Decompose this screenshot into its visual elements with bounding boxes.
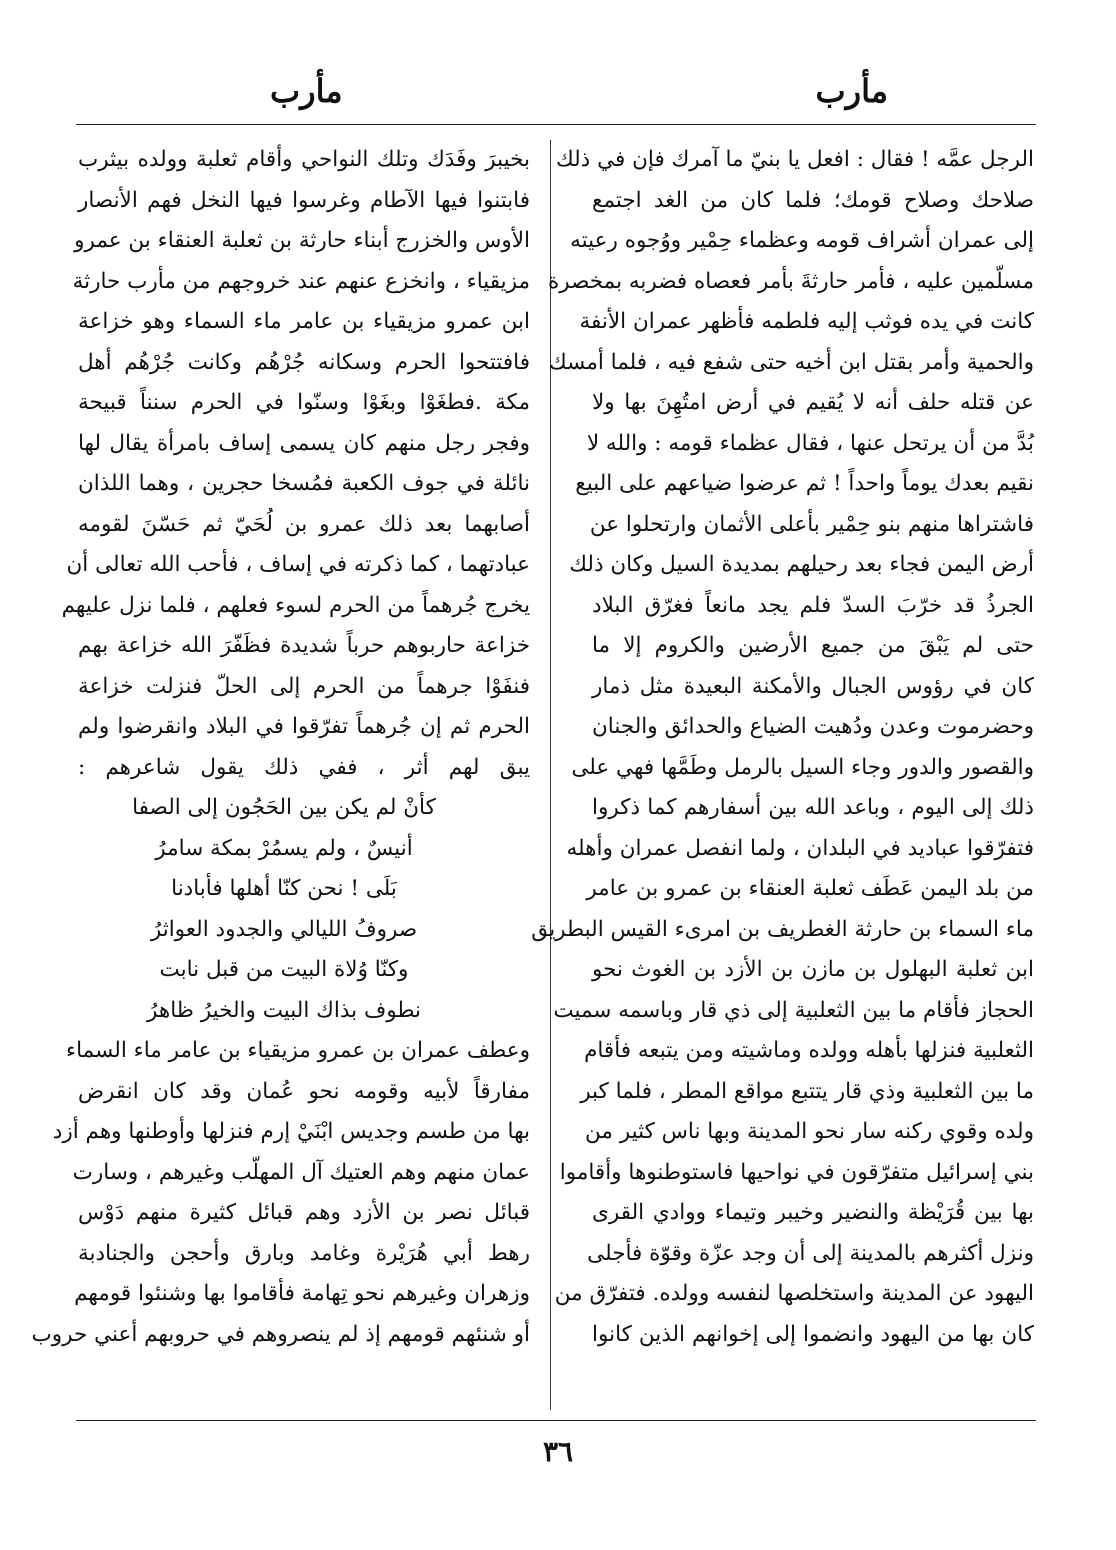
- top-rule: [76, 124, 1036, 125]
- text-line: ولده وقوي ركنه سار نحو المدينة وبها ناس كثير من: [585, 1119, 1034, 1144]
- text-line: من بلد اليمن عَطَف ثعلبة العنقاء بن عمرو بن عامر: [586, 876, 1034, 901]
- text-line: وزهران وغيرهم نحو تِهامة فأقاموا بها وشنئوا قومهم: [74, 1281, 530, 1306]
- right-column: [531, 140, 1034, 1412]
- text-line: عمان منهم وهم العتيك آل المهلّب وغيرهم ، وسارت: [72, 1159, 530, 1185]
- text-line: فاشتراها منهم بنو حِمْير بأعلى الأثمان وارتحلوا عن: [589, 511, 1034, 537]
- poem-verse: بَلَى ! نحن كنّا أهلها فأبادنا: [171, 876, 397, 901]
- text-line: الثعلبية فنزلها بأهله وولده وماشيته ومن يتبعه فأقام: [584, 1038, 1034, 1063]
- text-line: وعطف عمران بن عمرو مزيقياء بن عامر ماء السماء: [66, 1038, 530, 1063]
- poem-verse: أنيسٌ ، ولم يسمُرْ بمكة سامرُ: [155, 835, 413, 861]
- text-line: مزيقياء ، وانخزع عنهم عند خروجهم من مأرب حارثة: [72, 268, 530, 294]
- text-line: حتى لم يَبْقَ من جميع الأرضين والكروم إلا ما: [592, 633, 1034, 658]
- text-line: يبق لهم أثر ، ففي ذلك يقول شاعرهم :: [78, 754, 530, 780]
- text-line: ذلك إلى اليوم ، وباعد الله بين أسفارهم كما ذكروا: [592, 795, 1034, 820]
- text-line: بُدَّ من أن يرتحل عنها ، فقال عظماء قومه : والله لا: [586, 430, 1034, 456]
- text-line: والحمية وأمر بقتل ابن أخيه حتى شفع فيه ، فلما أمسك: [549, 349, 1034, 375]
- text-line: بها بين قُرَيْظة والنضير وخيبر وتيماء ووادي القرى: [592, 1200, 1034, 1225]
- text-line: الحجاز فأقام ما بين الثعلبية إلى ذي قار وباسمه سميت: [553, 997, 1034, 1023]
- poem-verse: صروفُ الليالي والجدود العواثرُ: [150, 916, 418, 942]
- text-line: ماء السماء بن حارثة الغطريف بن امرىء القيس البطريق: [531, 916, 1034, 942]
- text-line: الحرم ثم إن جُرهماً تفرّقوا في البلاد وانقرضوا ولم: [78, 714, 530, 739]
- poem-verse: وكنّا وُلاة البيت من قبل نابت: [159, 957, 409, 982]
- text-line: أرض اليمن فجاء بعد رحيلهم بمديدة السيل وكان ذلك: [569, 552, 1034, 577]
- text-line: إلى عمران أشراف قومه وعظماء حِمْير ووُجوه رعيته: [570, 228, 1034, 253]
- text-line: الجرذُ قد خرّبَ السدّ فلم يجد مانعاً فغرّق البلاد: [592, 592, 1034, 618]
- text-line: مسلّمين عليه ، فأمر حارثةَ بأمر فعصاه فضربه بمخصرة: [548, 268, 1034, 294]
- text-line: فتفرّقوا عباديد في البلدان ، ولما انفصل عمران وأهله: [566, 835, 1034, 861]
- text-line: أو شنئهم قومهم إذ لم ينصروهم في حروبهم أعني حروب: [31, 1321, 530, 1347]
- text-line: أصابهما بعد ذلك عمرو بن لُحَيّ ثم حَسّنَ لقومه: [78, 511, 530, 537]
- text-line: ابن ثعلبة البهلول بن مازن بن الأزد بن الغوث نحو: [592, 957, 1034, 982]
- text-line: مفارقاً لأبيه وقومه نحو عُمان وقد كان انقرض: [78, 1078, 530, 1104]
- text-line: بها من طسم وجديس ابْنَيْ إرم فنزلها وأوطنها وهم أزد: [52, 1119, 530, 1144]
- text-line: بني إسرائيل متفرّقون في نواحيها فاستوطنوها وأقاموا: [559, 1159, 1034, 1185]
- text-line: ما بين الثعلبية وذي قار يتتبع مواقع المطر ، فلما كبر: [580, 1078, 1034, 1104]
- text-line: وفجر رجل منهم كان يسمى إساف بامرأة يقال لها: [78, 430, 530, 456]
- text-line: خزاعة حاربوهم حرباً شديدة فظَفّرَ الله خزاعة بهم: [78, 633, 530, 658]
- poem-verse: نطوف بذاك البيت والخيرُ ظاهرُ: [147, 997, 421, 1023]
- left-column: [31, 140, 530, 1412]
- text-line: فنفَوْا جرهماً من الحرم إلى الحلّ فنزلت خزاعة: [78, 673, 530, 699]
- text-line: صلاحك وصلاح قومك؛ فلما كان من الغد اجتمع: [592, 187, 1034, 213]
- text-line: نائلة في جوف الكعبة فمُسخا حجرين ، وهما اللذان: [78, 471, 530, 496]
- text-line: عن قتله حلف أنه لا يُقيم في أرض امتُهِنَ بها ولا: [592, 390, 1034, 415]
- text-line: الرجل عمَّه ! فقال : افعل يا بنيّ ما آمرك فإن في ذلك: [556, 147, 1034, 172]
- text-line: الأوس والخزرج أبناء حارثة بن ثعلبة العنقاء بن عمرو: [74, 228, 530, 253]
- text-line: قبائل نصر بن الأزد وهم قبائل كثيرة منهم دَوْس: [78, 1200, 530, 1225]
- column-divider: [550, 140, 551, 1410]
- text-line: ونزل أكثرهم بالمدينة إلى أن وجد عزّة وقوّة فأجلى: [587, 1240, 1034, 1266]
- text-line: فافتتحوا الحرم وسكانه جُرْهُم وكانت جُرْهُم أهل: [78, 349, 530, 375]
- text-line: ابن عمرو مزيقياء بن عامر ماء السماء وهو خزاعة: [78, 309, 530, 334]
- text-line: عبادتهما ، كما ذكرته في إساف ، فأحب الله تعالى أن: [66, 552, 530, 577]
- bottom-rule: [76, 1420, 1036, 1421]
- text-line: والقصور والدور وجاء السيل بالرمل وطَمَّها فهي على: [571, 754, 1034, 780]
- page-number: ٣٦: [542, 1435, 574, 1468]
- text-line: مكة .فطغَوْا وبغَوْا وسنّوا في الحرم سنناً قبيحة: [78, 390, 530, 415]
- text-line: نقيم بعدك يوماً واحداً ! ثم عرضوا ضياعهم على البيع: [575, 471, 1034, 496]
- text-line: كان بها من اليهود وانضموا إلى إخوانهم الذين كانوا: [592, 1321, 1034, 1347]
- text-line: اليهود عن المدينة واستخلصها لنفسه وولده. فتفرّق من: [554, 1281, 1034, 1306]
- header-title-left: مأرب: [270, 72, 343, 110]
- text-line: بخيبرَ وفَدَك وتلك النواحي وأقام ثعلبة وولده بيثرب: [78, 147, 530, 172]
- poem-verse: كأنْ لم يكن بين الحَجُون إلى الصفا: [132, 795, 436, 820]
- text-line: كانت في يده فوثب إليه فلطمه فأظهر عمران الأنفة: [579, 309, 1034, 334]
- header-title-right: مأرب: [815, 72, 888, 110]
- text-line: وحضرموت وعدن ودُهيت الضياع والحدائق والجنان: [592, 714, 1034, 739]
- text-line: يخرج جُرهماً من الحرم لسوء فعلهم ، فلما نزل عليهم: [61, 592, 530, 618]
- text-line: كان في رؤوس الجبال والأمكنة البعيدة مثل ذمار: [592, 673, 1034, 699]
- text-line: رهط أبي هُرَيْرة وغامد وبارق وأحجن والجنادبة: [78, 1240, 530, 1266]
- text-line: فابتنوا فيها الآطام وغرسوا فيها النخل فهم الأنصار: [78, 187, 530, 213]
